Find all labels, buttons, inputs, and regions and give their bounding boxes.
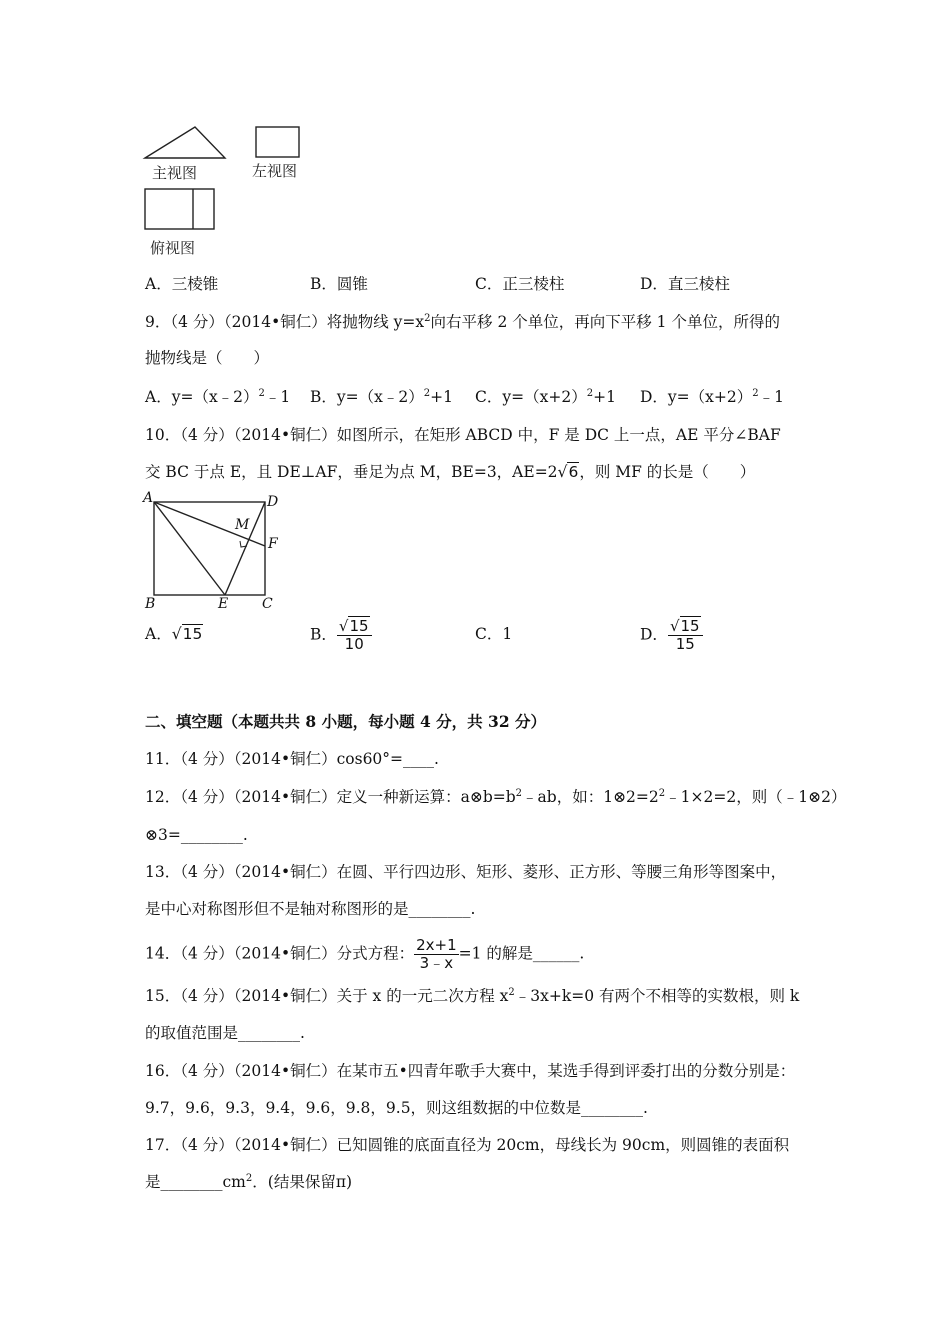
q12-line2: ⊗3=________. bbox=[145, 826, 248, 844]
q10-option-a: A．√15 bbox=[145, 625, 203, 643]
q15-line1: 15．（4 分）（2014•铜仁）关于 x 的一元二次方程 $x^2﹣3x+k=0$ 有两个不相等的实数根，则 k bbox=[145, 987, 800, 1005]
q8-option-b: B．圆锥 bbox=[310, 275, 368, 293]
top-view-label: 俯视图 bbox=[150, 239, 196, 257]
section2-title: 二、填空题（本题共共 8 小题，每小题 4 分，共 32 分） bbox=[145, 712, 547, 731]
q10-option-c: C．1 bbox=[475, 625, 513, 643]
q13-line2: 是中心对称图形但不是轴对称图形的是________. bbox=[145, 900, 476, 918]
left-view-label: 左视图 bbox=[252, 162, 298, 180]
point-a-label: A bbox=[143, 490, 154, 506]
q17-line2: 是$\_\_\_\_\_\_\_\_cm^2$．(结果保留π) bbox=[145, 1173, 353, 1191]
q8-option-a: A．三棱锥 bbox=[145, 275, 219, 293]
left-view-rectangle bbox=[256, 127, 299, 157]
top-view-rectangle bbox=[145, 189, 214, 229]
q9-line2: 抛物线是（ ） bbox=[145, 349, 270, 367]
q17-line1: 17．（4 分）（2014•铜仁）已知圆锥的底面直径为 20cm，母线长为 90cm，则圆锥的表面积 bbox=[145, 1136, 790, 1154]
q9-option-d: D．$y=(x+2)^2﹣1$ bbox=[640, 388, 785, 406]
right-angle-mark bbox=[240, 541, 247, 547]
q8-option-d: D．直三棱柱 bbox=[640, 275, 730, 293]
front-view-triangle bbox=[145, 127, 225, 158]
q9-option-b: B．y=（x﹣2）$^2$+1 bbox=[310, 388, 453, 406]
point-b-label: B bbox=[145, 596, 156, 612]
point-e-label: E bbox=[218, 596, 229, 612]
q12-line1: 12．（4 分）（2014•铜仁）定义一种新运算：$a\otimes b=b^2﹣ab$，如：$1\otimes 2=2^2﹣1\times 2=2$，则（﹣1⊗2） bbox=[145, 788, 847, 806]
q16-line1: 16．（4 分）（2014•铜仁）在某市五•四青年歌手大赛中，某选手得到评委打出的分数分别是： bbox=[145, 1062, 796, 1080]
q13-line1: 13．（4 分）（2014•铜仁）在圆、平行四边形、矩形、菱形、正方形、等腰三角形等图案中， bbox=[145, 863, 787, 881]
q9-option-c: C．$y=(x+2)^2+1$ bbox=[475, 388, 616, 406]
q9-option-a: A．y=（x﹣2）$^2$﹣1 bbox=[145, 388, 291, 406]
q10-line2: 交 BC 于点 E，且 DE⊥AF，垂足为点 M，BE=3，AE=2√6，则 MF 的长是（ ） bbox=[145, 463, 756, 481]
rectangle-abcd bbox=[154, 502, 265, 595]
q9-line1: 9．（4 分）（2014•铜仁）将抛物线 $y=x^2$向右平移 2 个单位，再向下平移 1 个单位，所得的 bbox=[145, 313, 780, 331]
point-c-label: C bbox=[262, 596, 273, 612]
q10-option-b: B． $\frac{√15}{10}$ bbox=[310, 618, 372, 653]
q11-text: 11．（4 分）（2014•铜仁）cos60°=____. bbox=[145, 750, 439, 768]
segment-de bbox=[225, 502, 265, 595]
front-view-label: 主视图 bbox=[152, 164, 198, 182]
point-d-label: D bbox=[267, 494, 279, 510]
point-f-label: F bbox=[268, 536, 278, 552]
q15-line2: 的取值范围是________. bbox=[145, 1024, 305, 1042]
q10-option-d: D． $\frac{√15}{15}$ bbox=[640, 618, 703, 653]
q10-line1: 10．（4 分）（2014•铜仁）如图所示，在矩形 ABCD 中，F 是 DC 上一点，AE 平分∠BAF bbox=[145, 426, 781, 444]
q14-line: 14．（4 分）（2014•铜仁）分式方程： $\frac{2x+1}{3﹣x}$ =1 的解是______. bbox=[145, 936, 585, 972]
q8-option-c: C．正三棱柱 bbox=[475, 275, 565, 293]
q16-line2: 9.7，9.6，9.3，9.4，9.6，9.8，9.5，则这组数据的中位数是________. bbox=[145, 1099, 648, 1117]
point-m-label: M bbox=[235, 517, 250, 533]
